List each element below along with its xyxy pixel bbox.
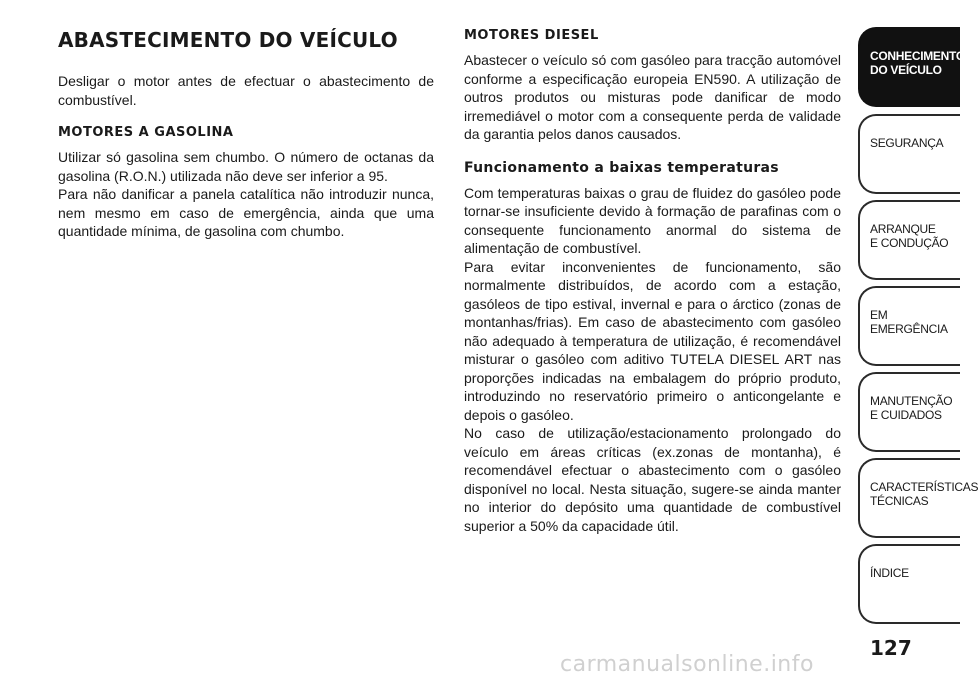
- low-temperature-paragraph-2: Para evitar inconvenientes de funcionamento, são normalmente distribuídos, de acordo com a estação, gasóleos de tipo estival, invernal e para o árctico (zonas de montanhas/frias). Em caso de abastecimento com gasóleo não adequado à temperatura de utilização, é recomendável misturar o gasóleo com aditivo TUTELA DIESEL ART nas proporções indicadas na embalagem do próprio produto, introduzindo no reservatório primeiro o anticongelante e depois o gasóleo.: [464, 258, 841, 423]
- right-column: [464, 28, 841, 535]
- watermark-text: carmanualsonline.info: [560, 652, 814, 677]
- page-number: 127: [870, 636, 912, 660]
- page-title: ABASTECIMENTO DO VEÍCULO: [58, 28, 398, 52]
- intro-paragraph: Desligar o motor antes de efectuar o abastecimento de combustível.: [58, 73, 434, 108]
- diesel-heading: MOTORES DIESEL: [464, 28, 599, 43]
- tab-label-line1: CARACTERÍSTICAS: [870, 480, 978, 494]
- gasoline-paragraph-2: Para não danificar a panela catalítica não introduzir nunca, nem mesmo em caso de emergência, ainda que uma quantidade mínima, de gasolina com chumbo.: [58, 186, 434, 239]
- tab-label-line1: EM EMERGÊNCIA: [870, 308, 948, 336]
- tab-label-line1: CONHECIMENTO: [870, 49, 965, 63]
- low-temperature-heading: Funcionamento a baixas temperaturas: [464, 159, 779, 176]
- tab-seguranca[interactable]: [858, 114, 960, 194]
- left-column: [58, 28, 434, 241]
- tab-label-line1: MANUTENÇÃO: [870, 394, 953, 408]
- tab-caracteristicas-tecnicas[interactable]: [858, 458, 978, 538]
- diesel-paragraph: Abastecer o veículo só com gasóleo para tracção automóvel conforme a especificação europeia EN590. A utilização de outros produtos ou misturas pode danificar de modo irremediável o motor com a consequente perda de validade da garantia pelos danos causados.: [464, 52, 841, 142]
- tab-label-line1: SEGURANÇA: [870, 136, 944, 150]
- low-temperature-paragraph-1: Com temperaturas baixas o grau de fluidez do gasóleo pode tornar-se insuficiente devido à formação de parafinas com o consequente funcionamento anormal do sistema de alimentação de combustível.: [464, 184, 841, 256]
- gasoline-heading: MOTORES A GASOLINA: [58, 125, 234, 140]
- tab-indice[interactable]: [858, 544, 960, 624]
- tab-label-line1: ÍNDICE: [870, 566, 909, 580]
- tab-em-emergencia[interactable]: [858, 286, 960, 366]
- tab-label-line2: E CONDUÇÃO: [870, 236, 949, 250]
- tab-label-line2: E CUIDADOS: [870, 408, 942, 422]
- tab-arranque-e-conducao[interactable]: [858, 200, 960, 280]
- tab-label-line2: DO VEÍCULO: [870, 63, 942, 77]
- gasoline-paragraph-1: Utilizar só gasolina sem chumbo. O número de octanas da gasolina (R.O.N.) utilizada não deve ser inferior a 95.: [58, 149, 434, 184]
- tab-manutencao-e-cuidados[interactable]: [858, 372, 960, 452]
- tab-conhecimento-do-veiculo[interactable]: [858, 27, 965, 107]
- tab-label-line1: ARRANQUE: [870, 222, 936, 236]
- tab-label-line2: TÉCNICAS: [870, 494, 929, 508]
- low-temperature-paragraph-3: No caso de utilização/estacionamento prolongado do veículo em áreas críticas (ex.zonas de montanha), é recomendável efectuar o abastecimento com o gasóleo disponível no local. Nesta situação, sugere-se ainda manter no interior do depósito uma quantidade de combustível superior a 50% da capacidade útil.: [464, 425, 841, 534]
